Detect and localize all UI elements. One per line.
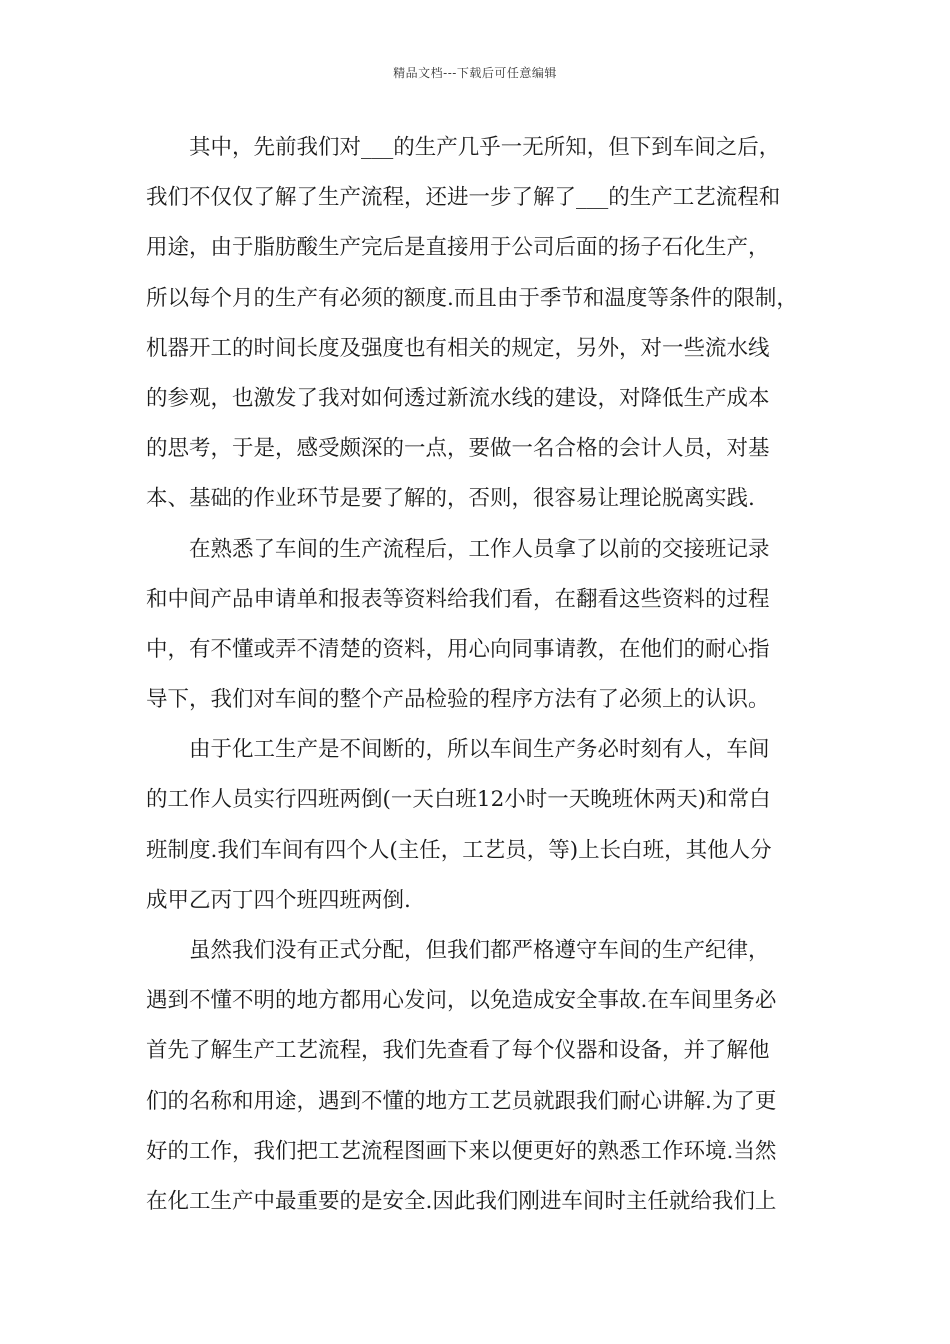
page-header: 精品文档---下载后可任意编辑 [393,66,557,80]
text-line: 遇到不懂不明的地方都用心发问，以免造成安全事故.在车间里务必 [146,988,777,1014]
text-line: 班制度.我们车间有四个人(主任，工艺员，等)上长白班，其他人分 [146,837,772,863]
text-line: 所以每个月的生产有必须的额度.而且由于季节和温度等条件的限制， [146,285,798,311]
text-line: 成甲乙丙丁四个班四班两倒. [146,887,411,913]
text-line: 用途，由于脂肪酸生产完后是直接用于公司后面的扬子石化生产， [146,235,770,261]
text-line: 的参观，也激发了我对如何透过新流水线的建设，对降低生产成本 [146,385,770,411]
text-line: 的工作人员实行四班两倒(一天白班12小时一天晚班休两天)和常白 [146,787,771,813]
text-line: 本、基础的作业环节是要了解的，否则，很容易让理论脱离实践. [146,486,755,512]
text-line: 我们不仅仅了解了生产流程，还进一步了解了___的生产工艺流程和 [146,185,781,211]
text-line: 中，有不懂或弄不清楚的资料，用心向同事请教，在他们的耐心指 [146,636,770,662]
paragraph-first-line: 虽然我们没有正式分配，但我们都严格遵守车间的生产纪律， [189,938,770,963]
text-line: 的思考，于是，感受颇深的一点，要做一名合格的会计人员，对基 [146,436,770,462]
paragraph-first-line: 其中，先前我们对___的生产几乎一无所知，但下到车间之后， [189,135,781,160]
document-body [146,130,810,1234]
paragraph-first-line: 在熟悉了车间的生产流程后，工作人员拿了以前的交接班记录 [189,536,770,562]
paragraph-first-line: 由于化工生产是不间断的，所以车间生产务必时刻有人，车间 [189,737,770,763]
text-line: 导下，我们对车间的整个产品检验的程序方法有了必须上的认识。 [146,687,770,713]
text-line: 们的名称和用途，遇到不懂的地方工艺员就跟我们耐心讲解.为了更 [146,1088,777,1114]
text-line: 好的工作，我们把工艺流程图画下来以便更好的熟悉工作环境.当然 [146,1138,777,1164]
text-line: 和中间产品申请单和报表等资料给我们看，在翻看这些资料的过程 [146,586,770,612]
text-line: 在化工生产中最重要的是安全.因此我们刚进车间时主任就给我们上 [146,1188,777,1214]
text-line: 首先了解生产工艺流程，我们先查看了每个仪器和设备，并了解他 [146,1038,770,1064]
text-line: 机器开工的时间长度及强度也有相关的规定，另外，对一些流水线 [146,335,770,361]
